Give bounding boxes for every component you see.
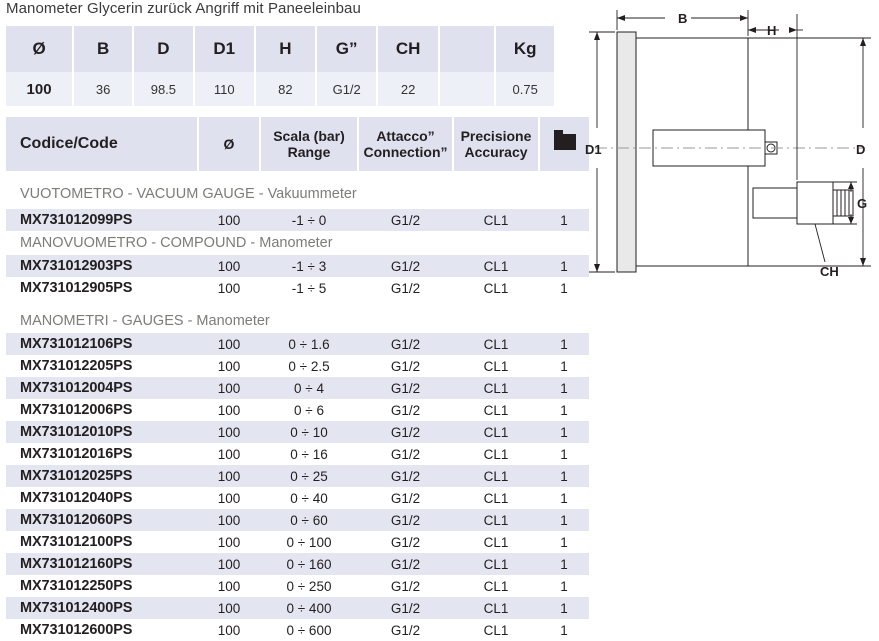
table-row bbox=[6, 465, 589, 487]
row-code: MX731012099PS bbox=[6, 209, 198, 231]
row-range: 0 ÷ 100 bbox=[260, 531, 358, 553]
row-accuracy: CL1 bbox=[453, 509, 539, 531]
row-connection: G1/2 bbox=[358, 443, 453, 465]
dim-header-ch: CH bbox=[377, 26, 438, 72]
row-range: 0 ÷ 600 bbox=[260, 619, 358, 641]
row-code: MX731012160PS bbox=[6, 553, 198, 575]
table-row bbox=[6, 333, 589, 355]
code-header-connection bbox=[358, 117, 453, 171]
row-package: 1 bbox=[539, 399, 589, 421]
code-header-row bbox=[6, 117, 589, 171]
row-package: 1 bbox=[539, 333, 589, 355]
connection-block bbox=[753, 188, 797, 218]
code-header-connection-line1: Attacco” bbox=[376, 127, 435, 144]
row-code: MX731012205PS bbox=[6, 355, 198, 377]
code-table bbox=[6, 117, 589, 641]
row-code: MX731012006PS bbox=[6, 399, 198, 421]
row-connection: G1/2 bbox=[358, 597, 453, 619]
row-diameter: 100 bbox=[198, 255, 260, 277]
row-range: 0 ÷ 10 bbox=[260, 421, 358, 443]
row-range: 0 ÷ 160 bbox=[260, 553, 358, 575]
row-range: 0 ÷ 6 bbox=[260, 399, 358, 421]
row-package: 1 bbox=[539, 553, 589, 575]
dimensions-table bbox=[6, 26, 554, 106]
row-diameter: 100 bbox=[198, 277, 260, 299]
row-range: 0 ÷ 400 bbox=[260, 597, 358, 619]
row-accuracy: CL1 bbox=[453, 553, 539, 575]
table-row bbox=[6, 209, 589, 231]
row-code: MX731012100PS bbox=[6, 531, 198, 553]
row-connection: G1/2 bbox=[358, 255, 453, 277]
row-connection: G1/2 bbox=[358, 209, 453, 231]
row-diameter: 100 bbox=[198, 355, 260, 377]
group-title-row bbox=[6, 309, 589, 333]
group-title: VUOTOMETRO - VACUUM GAUGE - Vakuummeter bbox=[6, 171, 589, 209]
row-package: 1 bbox=[539, 277, 589, 299]
row-package: 1 bbox=[539, 531, 589, 553]
row-accuracy: CL1 bbox=[453, 255, 539, 277]
row-connection: G1/2 bbox=[358, 619, 453, 641]
row-package: 1 bbox=[539, 255, 589, 277]
row-range: 0 ÷ 4 bbox=[260, 377, 358, 399]
row-code: MX731012060PS bbox=[6, 509, 198, 531]
code-header-accuracy-line2: Accuracy bbox=[464, 144, 528, 160]
table-row bbox=[6, 399, 589, 421]
group-title-row bbox=[6, 171, 589, 209]
row-diameter: 100 bbox=[198, 619, 260, 641]
row-diameter: 100 bbox=[198, 209, 260, 231]
row-package: 1 bbox=[539, 509, 589, 531]
row-accuracy: CL1 bbox=[453, 443, 539, 465]
row-range: 0 ÷ 1.6 bbox=[260, 333, 358, 355]
row-connection: G1/2 bbox=[358, 487, 453, 509]
code-header-range-line2: Range bbox=[287, 144, 331, 160]
row-range: 0 ÷ 2.5 bbox=[260, 355, 358, 377]
dim-header-d1: D1 bbox=[194, 26, 255, 72]
row-connection: G1/2 bbox=[358, 399, 453, 421]
row-package: 1 bbox=[539, 421, 589, 443]
row-diameter: 100 bbox=[198, 443, 260, 465]
dim-header-b: B bbox=[73, 26, 133, 72]
code-header-accuracy bbox=[453, 117, 539, 171]
code-header-connection-line2: Connection” bbox=[363, 144, 448, 160]
row-code: MX731012010PS bbox=[6, 421, 198, 443]
row-package: 1 bbox=[539, 465, 589, 487]
table-row bbox=[6, 597, 589, 619]
row-range: -1 ÷ 0 bbox=[260, 209, 358, 231]
row-range: 0 ÷ 16 bbox=[260, 443, 358, 465]
row-package: 1 bbox=[539, 443, 589, 465]
row-accuracy: CL1 bbox=[453, 619, 539, 641]
dim-header-kg: Kg bbox=[495, 26, 554, 72]
dim-label-d: D bbox=[856, 142, 866, 157]
dim-value-kg: 0.75 bbox=[495, 72, 554, 106]
row-code: MX731012250PS bbox=[6, 575, 198, 597]
row-code: MX731012025PS bbox=[6, 465, 198, 487]
row-diameter: 100 bbox=[198, 333, 260, 355]
row-diameter: 100 bbox=[198, 597, 260, 619]
table-row bbox=[6, 487, 589, 509]
row-accuracy: CL1 bbox=[453, 355, 539, 377]
table-gap bbox=[6, 106, 554, 117]
dim-value-diameter: 100 bbox=[6, 72, 73, 106]
row-code: MX731012400PS bbox=[6, 597, 198, 619]
dim-value-blank bbox=[439, 72, 496, 106]
row-accuracy: CL1 bbox=[453, 575, 539, 597]
group-spacer bbox=[6, 299, 589, 309]
code-table-body bbox=[6, 171, 589, 641]
code-header-code: Codice/Code bbox=[6, 117, 198, 171]
row-range: -1 ÷ 3 bbox=[260, 255, 358, 277]
hex-nut bbox=[797, 182, 833, 224]
row-code: MX731012903PS bbox=[6, 255, 198, 277]
row-package: 1 bbox=[539, 575, 589, 597]
row-range: 0 ÷ 60 bbox=[260, 509, 358, 531]
dim-label-g: G bbox=[857, 196, 868, 211]
row-package: 1 bbox=[539, 487, 589, 509]
table-row bbox=[6, 509, 589, 531]
row-code: MX731012040PS bbox=[6, 487, 198, 509]
row-connection: G1/2 bbox=[358, 553, 453, 575]
row-accuracy: CL1 bbox=[453, 487, 539, 509]
row-package: 1 bbox=[539, 355, 589, 377]
row-accuracy: CL1 bbox=[453, 277, 539, 299]
dim-label-h: H bbox=[767, 23, 777, 38]
table-row bbox=[6, 575, 589, 597]
row-package: 1 bbox=[539, 209, 589, 231]
row-package: 1 bbox=[539, 377, 589, 399]
row-accuracy: CL1 bbox=[453, 531, 539, 553]
row-accuracy: CL1 bbox=[453, 209, 539, 231]
row-package: 1 bbox=[539, 597, 589, 619]
dim-header-h: H bbox=[255, 26, 316, 72]
dim-leader-ch bbox=[815, 224, 825, 262]
thread-shape bbox=[833, 190, 853, 216]
package-box-icon bbox=[554, 134, 576, 150]
table-row bbox=[6, 277, 589, 299]
row-accuracy: CL1 bbox=[453, 333, 539, 355]
code-header-range bbox=[260, 117, 358, 171]
row-connection: G1/2 bbox=[358, 509, 453, 531]
row-diameter: 100 bbox=[198, 465, 260, 487]
row-connection: G1/2 bbox=[358, 421, 453, 443]
row-connection: G1/2 bbox=[358, 333, 453, 355]
dim-value-h: 82 bbox=[255, 72, 316, 106]
row-code: MX731012106PS bbox=[6, 333, 198, 355]
group-title-row bbox=[6, 231, 589, 255]
dimensions-data-row bbox=[6, 72, 554, 106]
dim-value-d1: 110 bbox=[194, 72, 255, 106]
dim-value-ch: 22 bbox=[377, 72, 438, 106]
row-accuracy: CL1 bbox=[453, 399, 539, 421]
code-header-range-line1: Scala (bar) bbox=[273, 127, 345, 144]
dim-header-diameter: Ø bbox=[6, 26, 73, 72]
dim-value-g: G1/2 bbox=[316, 72, 378, 106]
row-diameter: 100 bbox=[198, 377, 260, 399]
dim-header-blank bbox=[439, 26, 496, 72]
table-row bbox=[6, 255, 589, 277]
row-accuracy: CL1 bbox=[453, 421, 539, 443]
row-package: 1 bbox=[539, 619, 589, 641]
row-accuracy: CL1 bbox=[453, 465, 539, 487]
code-header-diameter: Ø bbox=[198, 117, 260, 171]
group-title: MANOMETRI - GAUGES - Manometer bbox=[6, 309, 589, 333]
dimensions-header-row bbox=[6, 26, 554, 72]
row-code: MX731012905PS bbox=[6, 277, 198, 299]
row-code: MX731012600PS bbox=[6, 619, 198, 641]
row-connection: G1/2 bbox=[358, 531, 453, 553]
dim-label-ch: CH bbox=[820, 264, 839, 279]
row-connection: G1/2 bbox=[358, 377, 453, 399]
row-diameter: 100 bbox=[198, 421, 260, 443]
dim-value-b: 36 bbox=[73, 72, 133, 106]
row-range: -1 ÷ 5 bbox=[260, 277, 358, 299]
table-row bbox=[6, 421, 589, 443]
row-accuracy: CL1 bbox=[453, 377, 539, 399]
dim-value-d: 98.5 bbox=[133, 72, 193, 106]
row-code: MX731012016PS bbox=[6, 443, 198, 465]
row-code: MX731012004PS bbox=[6, 377, 198, 399]
code-header-accuracy-line1: Precisione bbox=[460, 127, 532, 144]
row-range: 0 ÷ 40 bbox=[260, 487, 358, 509]
row-diameter: 100 bbox=[198, 399, 260, 421]
row-diameter: 100 bbox=[198, 553, 260, 575]
row-connection: G1/2 bbox=[358, 465, 453, 487]
row-diameter: 100 bbox=[198, 487, 260, 509]
table-row bbox=[6, 355, 589, 377]
row-range: 0 ÷ 250 bbox=[260, 575, 358, 597]
row-connection: G1/2 bbox=[358, 575, 453, 597]
row-diameter: 100 bbox=[198, 531, 260, 553]
row-diameter: 100 bbox=[198, 509, 260, 531]
table-row bbox=[6, 553, 589, 575]
bezel-shape bbox=[617, 32, 636, 272]
row-connection: G1/2 bbox=[358, 355, 453, 377]
row-diameter: 100 bbox=[198, 575, 260, 597]
row-range: 0 ÷ 25 bbox=[260, 465, 358, 487]
group-title: MANOVUOMETRO - COMPOUND - Manometer bbox=[6, 231, 589, 255]
table-row bbox=[6, 531, 589, 553]
dim-header-d: D bbox=[133, 26, 193, 72]
page-title: Manometer Glycerin zurück Angriff mit Paneeleinbau bbox=[6, 0, 361, 17]
row-accuracy: CL1 bbox=[453, 597, 539, 619]
dim-label-d1: D1 bbox=[585, 142, 602, 157]
technical-drawing bbox=[575, 0, 875, 300]
table-row bbox=[6, 443, 589, 465]
dim-label-b: B bbox=[678, 11, 688, 26]
row-connection: G1/2 bbox=[358, 277, 453, 299]
gauge-drawing-svg bbox=[575, 0, 875, 300]
table-row bbox=[6, 377, 589, 399]
dim-header-g: G” bbox=[316, 26, 378, 72]
left-column bbox=[6, 26, 568, 641]
